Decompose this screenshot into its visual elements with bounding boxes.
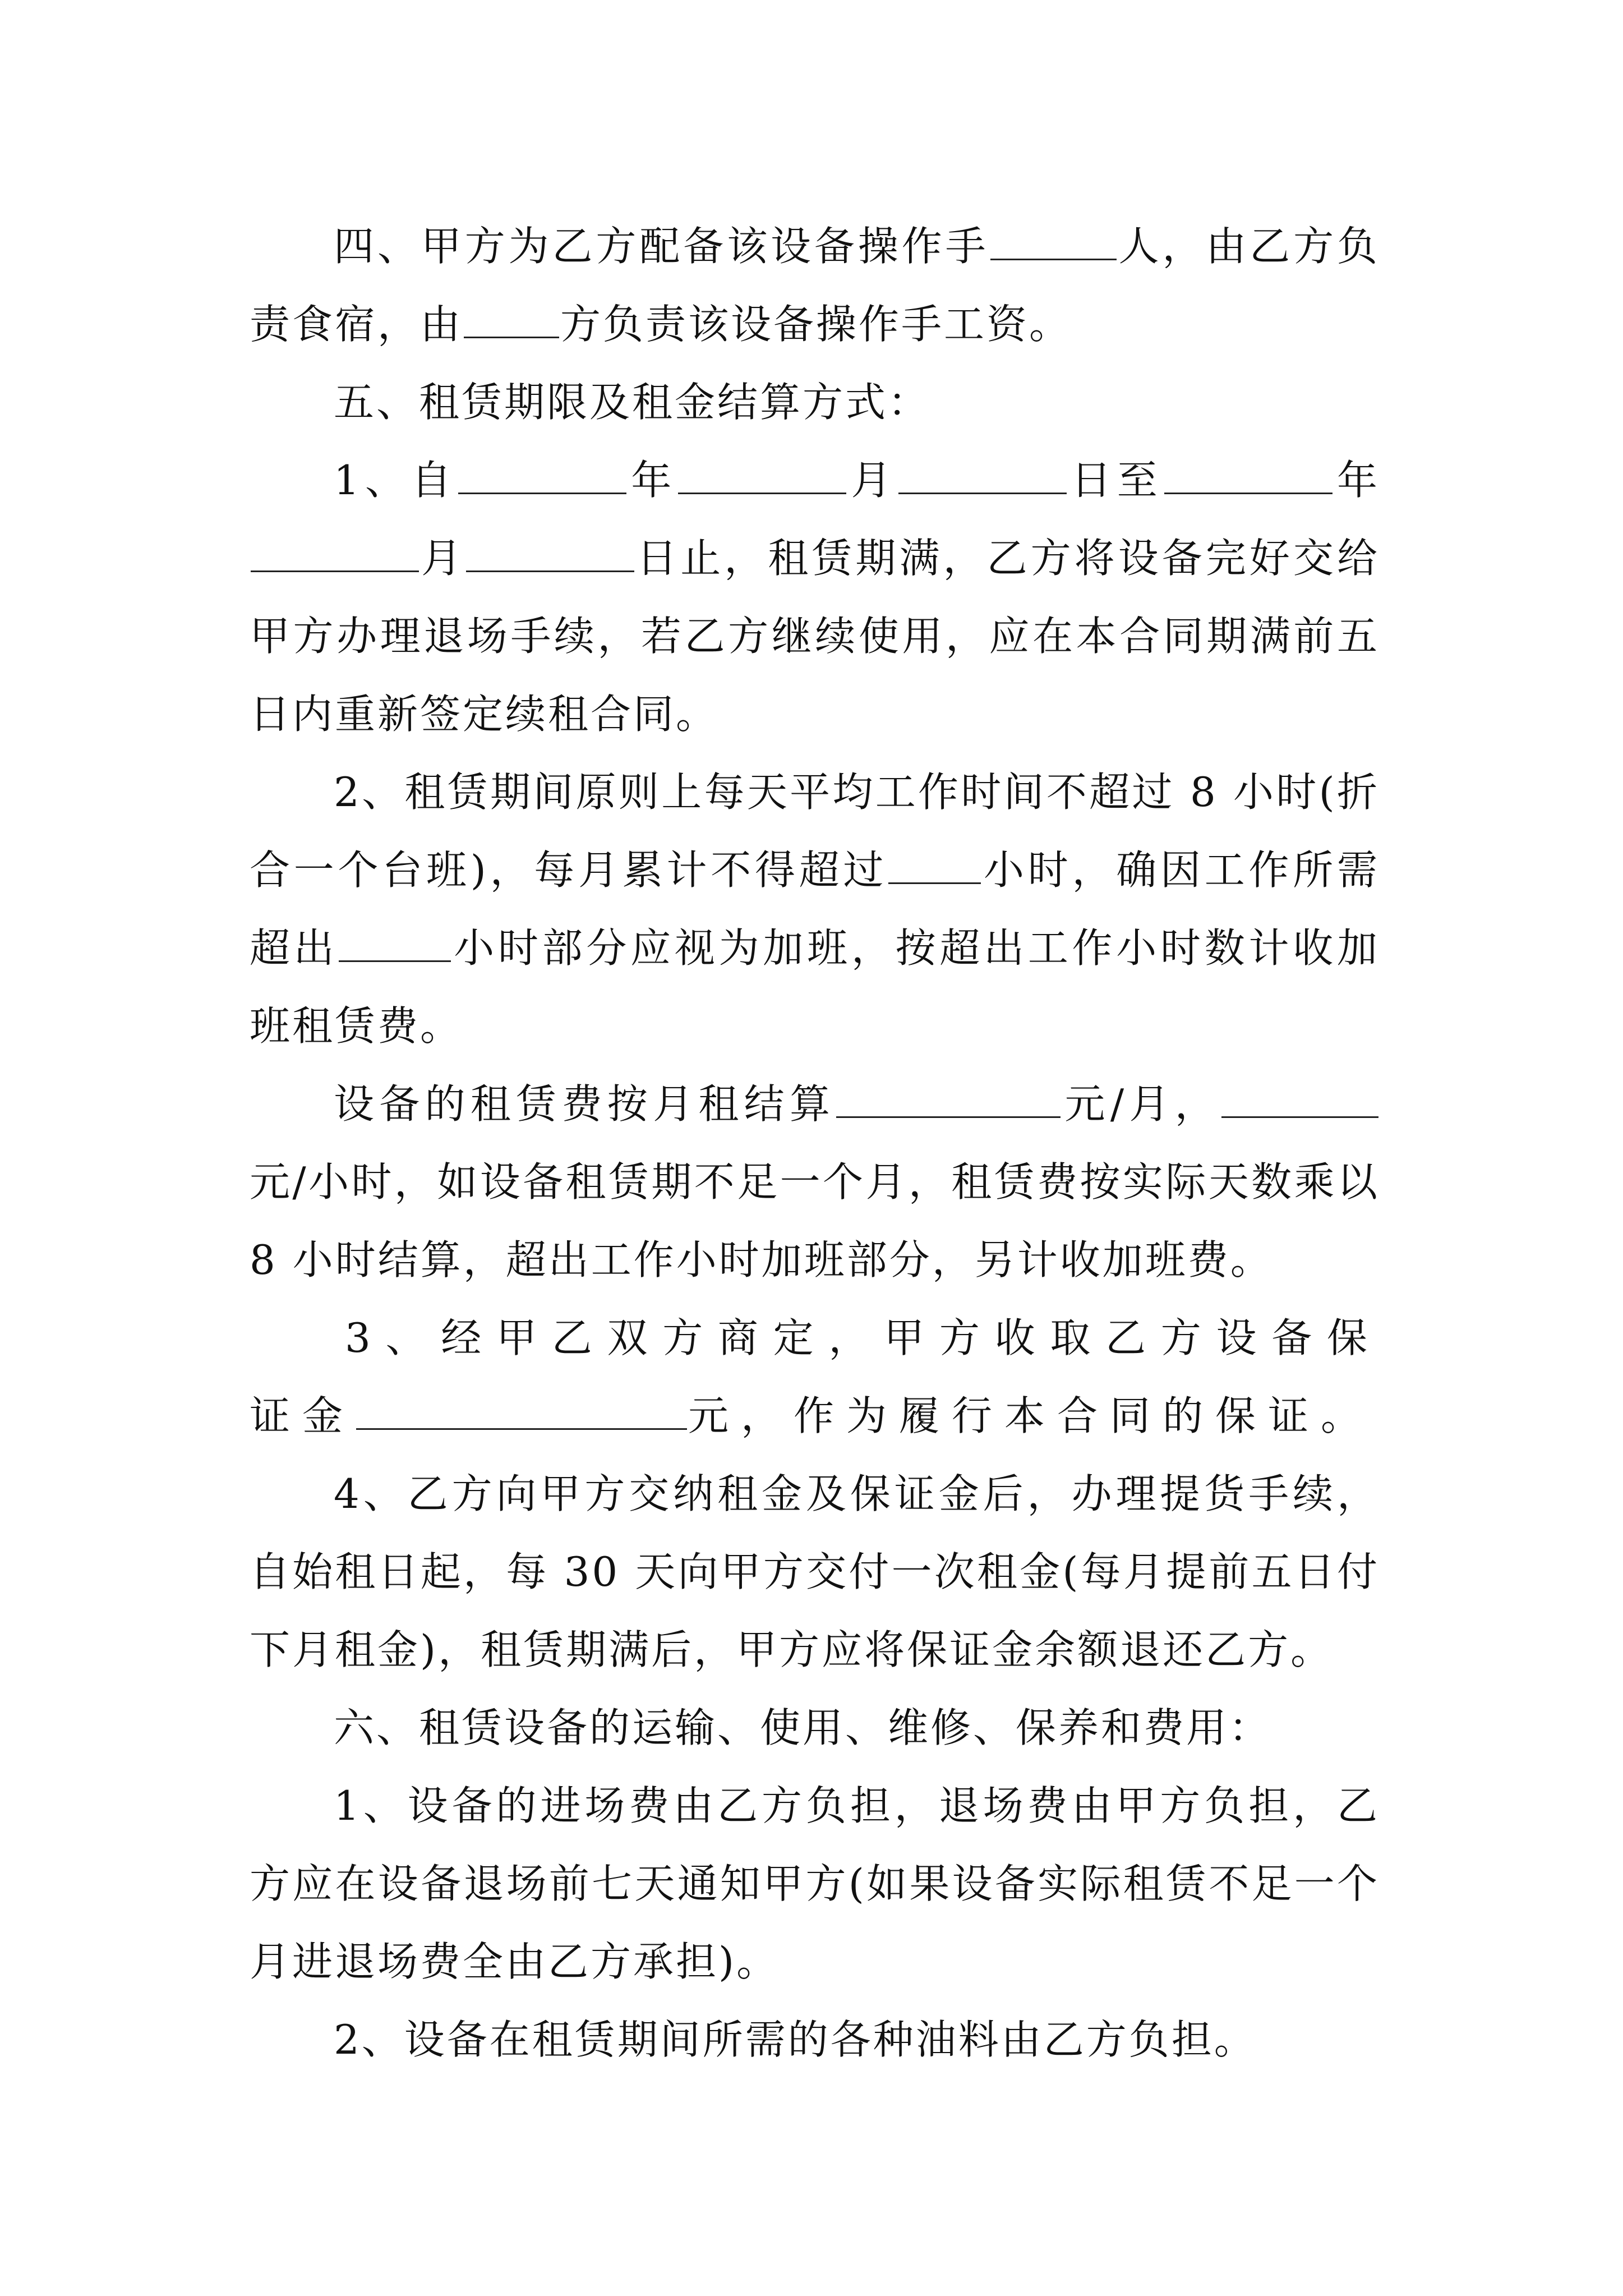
fee-text-c: 元/小时，如设备租赁期不足一个月，租赁费按实际天数乘以 8 小时结算，超出工作小时加班部分，另计收加班费。 [250,1158,1380,1283]
clause-five-item-3 [250,1299,1380,1455]
item1-text-g: 日止，租赁期满，乙方将设备完好交给甲方办理退场手续，若乙方继续使用，应在本合同期满前五日内重新签定续租合同。 [250,535,1380,738]
clause-six-item-2: 2、设备在租赁期间所需的各种油料由乙方负担。 [334,2016,1257,2063]
item2-text-a: 2、租赁期间原则上每天平均工作时间不超过 8 小时(折合一个台班)，每月累计不得超过 [250,769,1380,894]
start-year-blank[interactable] [458,459,626,494]
end-year-blank[interactable] [1164,459,1332,494]
operator-count-blank[interactable] [990,225,1117,260]
item1-text-f: 月 [420,535,465,582]
monthly-hours-blank[interactable] [888,849,981,884]
clause-four [250,208,1380,364]
start-day-blank[interactable] [898,459,1067,494]
item2-text-b: 小时，确因工作所需超出 [250,846,1380,972]
monthly-fee-blank[interactable] [836,1083,1061,1118]
item1-text-e: 年 [1333,457,1380,504]
clause-four-text-1: 四、甲方为乙方配备该设备操作手 [334,223,989,270]
start-month-blank[interactable] [678,459,846,494]
clause-five-item-4: 4、乙方向甲方交纳租金及保证金后，办理提货手续，自始租日起，每 30 天向甲方交付一次租金(每月提前五日付下月租金)，租赁期满后，甲方应将保证金余额退还乙方。 [250,1470,1380,1673]
fee-text-b: 元/月， [1062,1080,1220,1128]
item2-text-c: 小时部分应视为加班，按超出工作小时数计收加班租赁费。 [250,924,1380,1050]
hourly-fee-blank[interactable] [1221,1083,1378,1118]
clause-six-item-1: 1、设备的进场费由乙方负担，退场费由甲方负担，乙方应在设备退场前七天通知甲方(如果设备实际租赁不足一个月进退场费全由乙方承担)。 [250,1782,1380,1985]
end-day-blank[interactable] [466,537,634,572]
overtime-hours-blank[interactable] [339,927,451,962]
item1-text-d: 日至 [1067,457,1163,504]
item3-text-b: 元，作为履行本合同的保证。 [688,1392,1374,1439]
fee-text-a: 设备的租赁费按月租结算 [334,1080,836,1128]
item1-text-c: 月 [847,457,897,504]
clause-four-text-3: 方负责该设备操作手工资。 [560,301,1072,348]
deposit-blank[interactable] [356,1395,687,1430]
clause-six-heading: 六、租赁设备的运输、使用、维修、保养和费用： [334,1704,1272,1751]
clause-five-item-2 [250,753,1380,1065]
wage-party-blank[interactable] [464,303,559,338]
clause-five-heading: 五、租赁期限及租金结算方式： [334,379,931,426]
contract-body [250,208,1380,2079]
clause-four-text-2: 人，由乙方负责食宿，由 [250,223,1380,348]
item1-text-b: 年 [628,457,677,504]
end-month-blank[interactable] [251,537,419,572]
item1-text-a: 1、自 [334,457,458,504]
clause-five-item-1 [250,441,1380,753]
item3-text-a: 3、经甲乙双方商定，甲方收取乙方设备保证金 [250,1314,1380,1439]
clause-five-fee [250,1065,1380,1299]
